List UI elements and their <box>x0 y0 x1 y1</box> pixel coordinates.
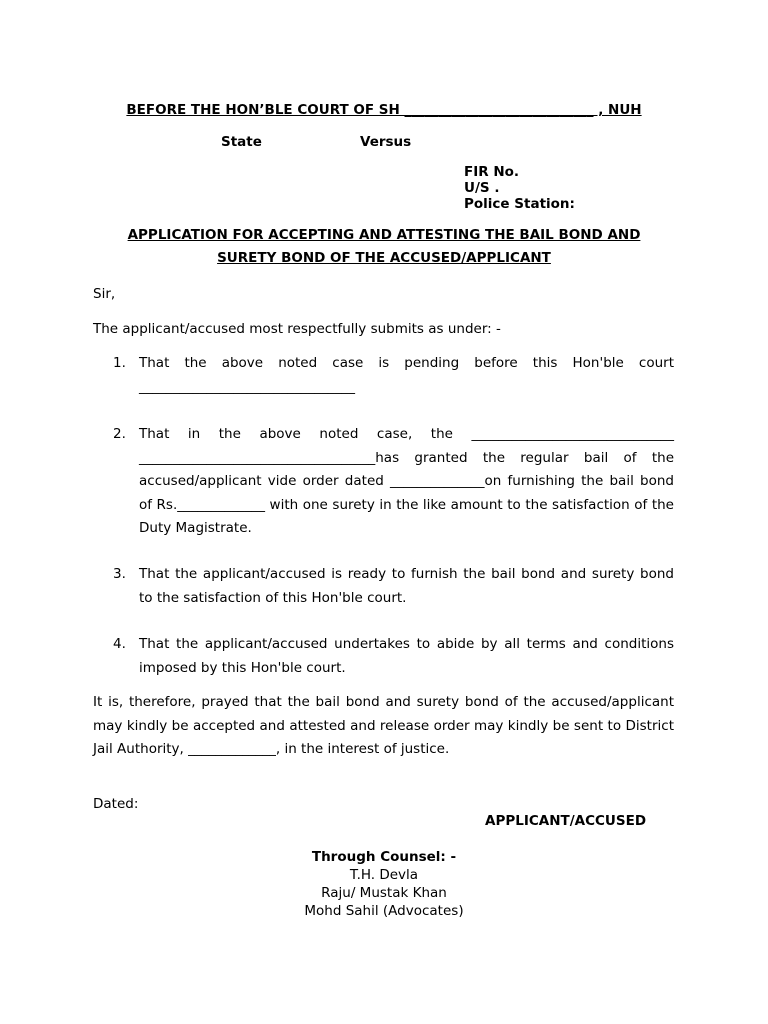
intro-text: The applicant/accused most respectfully submits as under: - <box>93 321 501 337</box>
signatory-label: APPLICANT/ACCUSED <box>485 813 647 829</box>
us-label: U/S . <box>464 180 500 196</box>
counsel-name-2: Raju/ Mustak Khan <box>321 885 447 901</box>
item-3-text: That the applicant/accused is ready to furnish the bail bond and surety bond to the satisfaction of this Hon'ble court. <box>139 566 674 606</box>
counsel-name-3: Mohd Sahil (Advocates) <box>304 903 464 919</box>
prayer-paragraph: It is, therefore, prayed that the bail bond and surety bond of the accused/applicant may kindly be accepted and attested and release order may kindly be sent to District Jail Authority, _____________, in the interest of justice. <box>93 694 674 757</box>
counsel-label: Through Counsel: - <box>311 849 457 865</box>
court-heading: BEFORE THE HON’BLE COURT OF SH ____________________________ , NUH <box>126 102 642 118</box>
item-1-text: That the above noted case is pending before this Hon'ble court ________________________________ <box>139 355 674 395</box>
item-2-text: That in the above noted case, the ______________________________ ___________________________________has granted the regular bail of the accused/applicant vide order dated ______________on furnishing the bail bond of Rs._____________ with one surety in the like amount to the satisfaction of the Duty Magistrate. <box>139 426 674 536</box>
police-station-label: Police Station: <box>464 196 575 212</box>
item-3-number: 3. <box>113 566 126 582</box>
application-title-line-1: APPLICATION FOR ACCEPTING AND ATTESTING THE BAIL BOND AND <box>127 227 641 243</box>
dated-label: Dated: <box>93 796 139 812</box>
application-title-line-2: SURETY BOND OF THE ACCUSED/APPLICANT <box>217 250 551 266</box>
item-4-text: That the applicant/accused undertakes to abide by all terms and conditions imposed by this Hon'ble court. <box>139 636 674 676</box>
item-4-number: 4. <box>113 636 126 652</box>
party-versus: Versus <box>360 134 412 150</box>
party-state: State <box>221 134 262 150</box>
item-2-number: 2. <box>113 426 126 442</box>
salutation: Sir, <box>93 286 116 302</box>
item-1-number: 1. <box>113 355 126 371</box>
fir-block <box>464 164 575 212</box>
fir-number-label: FIR No. <box>464 164 520 180</box>
counsel-name-1: T.H. Devla <box>349 867 419 883</box>
